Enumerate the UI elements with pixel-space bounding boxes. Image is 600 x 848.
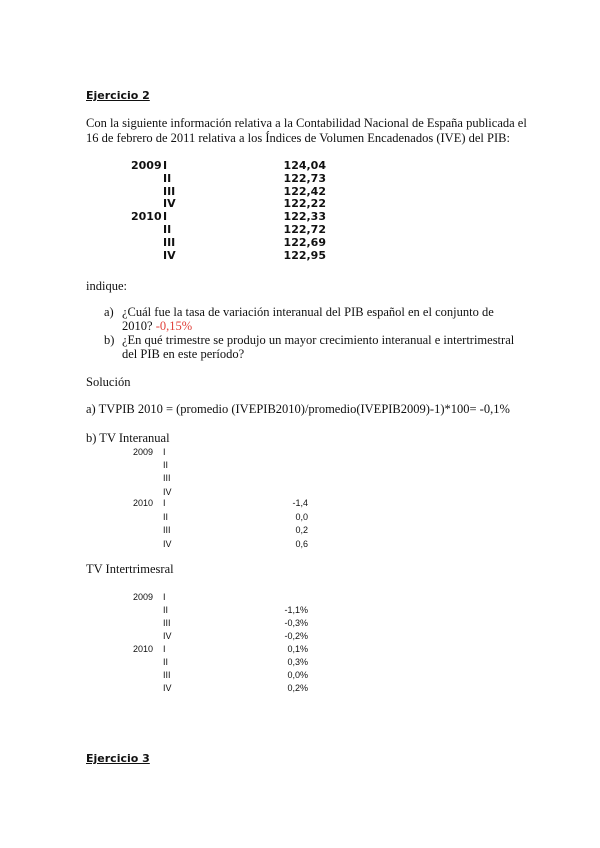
ive-quarter: III [163, 236, 176, 249]
exercise-3-heading: Ejercicio 3 [86, 752, 150, 765]
tv-year: 2010 [133, 498, 154, 508]
tv-value: -0,3% [284, 618, 308, 628]
tv-quarter: I [163, 447, 166, 457]
question-b-line-1: ¿En qué trimestre se produjo un mayor crecimiento interanual e intertrimestral [122, 333, 515, 347]
tv-year: 2009 [133, 447, 154, 457]
intro-line-1: Con la siguiente información relativa a la Contabilidad Nacional de España publicada el [86, 116, 527, 130]
tv-quarter: IV [163, 631, 172, 641]
tv-quarter: III [163, 525, 171, 535]
tv-value: 0,1% [287, 644, 308, 654]
question-a-letter: a) [104, 305, 114, 319]
tv-value: 0,0 [295, 512, 308, 522]
tv-quarter: IV [163, 683, 172, 693]
question-b-letter: b) [104, 333, 115, 347]
tv-value: -1,1% [284, 605, 308, 615]
tv-value: -1,4 [292, 498, 308, 508]
tv-year: 2010 [133, 644, 154, 654]
indique-text: indique: [86, 279, 127, 293]
ive-value: 124,04 [283, 159, 326, 172]
tv-quarter: I [163, 498, 166, 508]
tv-quarter: III [163, 618, 171, 628]
intro-line-2: 16 de febrero de 2011 relativa a los Índices de Volumen Encadenados (IVE) del PIB: [86, 131, 510, 145]
ive-value: 122,42 [283, 185, 326, 198]
tv-value: 0,3% [287, 657, 308, 667]
tv-quarter: II [163, 605, 169, 615]
tv-value: 0,6 [295, 539, 308, 549]
question-a-line-2 [122, 319, 192, 334]
question-a-line-1: ¿Cuál fue la tasa de variación interanual del PIB español en el conjunto de [122, 305, 494, 319]
ive-quarter: I [163, 210, 168, 223]
question-a-year: 2010? [122, 319, 153, 333]
exercise-2-heading: Ejercicio 2 [86, 89, 150, 102]
ive-year: 2009 [131, 159, 162, 172]
tv-quarter: II [163, 657, 169, 667]
ive-value: 122,95 [283, 249, 326, 262]
tv-quarter: III [163, 670, 171, 680]
ive-quarter: IV [163, 249, 176, 262]
question-a-answer: -0,15% [155, 319, 193, 333]
tv-quarter: II [163, 512, 169, 522]
ive-quarter: II [163, 172, 172, 185]
tv-value: -0,2% [284, 631, 308, 641]
tv-quarter: IV [163, 487, 172, 497]
tv-quarter: IV [163, 539, 172, 549]
tv-interanual-title: b) TV Interanual [86, 431, 170, 445]
solucion-label: Solución [86, 375, 131, 389]
ive-year: 2010 [131, 210, 162, 223]
tv-value: 0,2 [295, 525, 308, 535]
tv-value: 0,0% [287, 670, 308, 680]
tv-quarter: III [163, 473, 171, 483]
tv-quarter: I [163, 592, 166, 602]
ive-quarter: II [163, 223, 172, 236]
ive-value: 122,73 [283, 172, 326, 185]
ive-quarter: III [163, 185, 176, 198]
ive-value: 122,72 [283, 223, 326, 236]
question-b-line-2: del PIB en este período? [122, 347, 245, 361]
tv-quarter: I [163, 644, 166, 654]
ive-value: 122,22 [283, 197, 326, 210]
ive-value: 122,69 [283, 236, 326, 249]
tv-value: 0,2% [287, 683, 308, 693]
tv-quarter: II [163, 460, 169, 470]
tv-year: 2009 [133, 592, 154, 602]
ive-value: 122,33 [283, 210, 326, 223]
solution-a-text: a) TVPIB 2010 = (promedio (IVEPIB2010)/promedio(IVEPIB2009)-1)*100= -0,1% [86, 402, 510, 416]
tv-intertrimestral-title: TV Intertrimesral [86, 562, 174, 576]
ive-quarter: IV [163, 197, 176, 210]
ive-quarter: I [163, 159, 168, 172]
